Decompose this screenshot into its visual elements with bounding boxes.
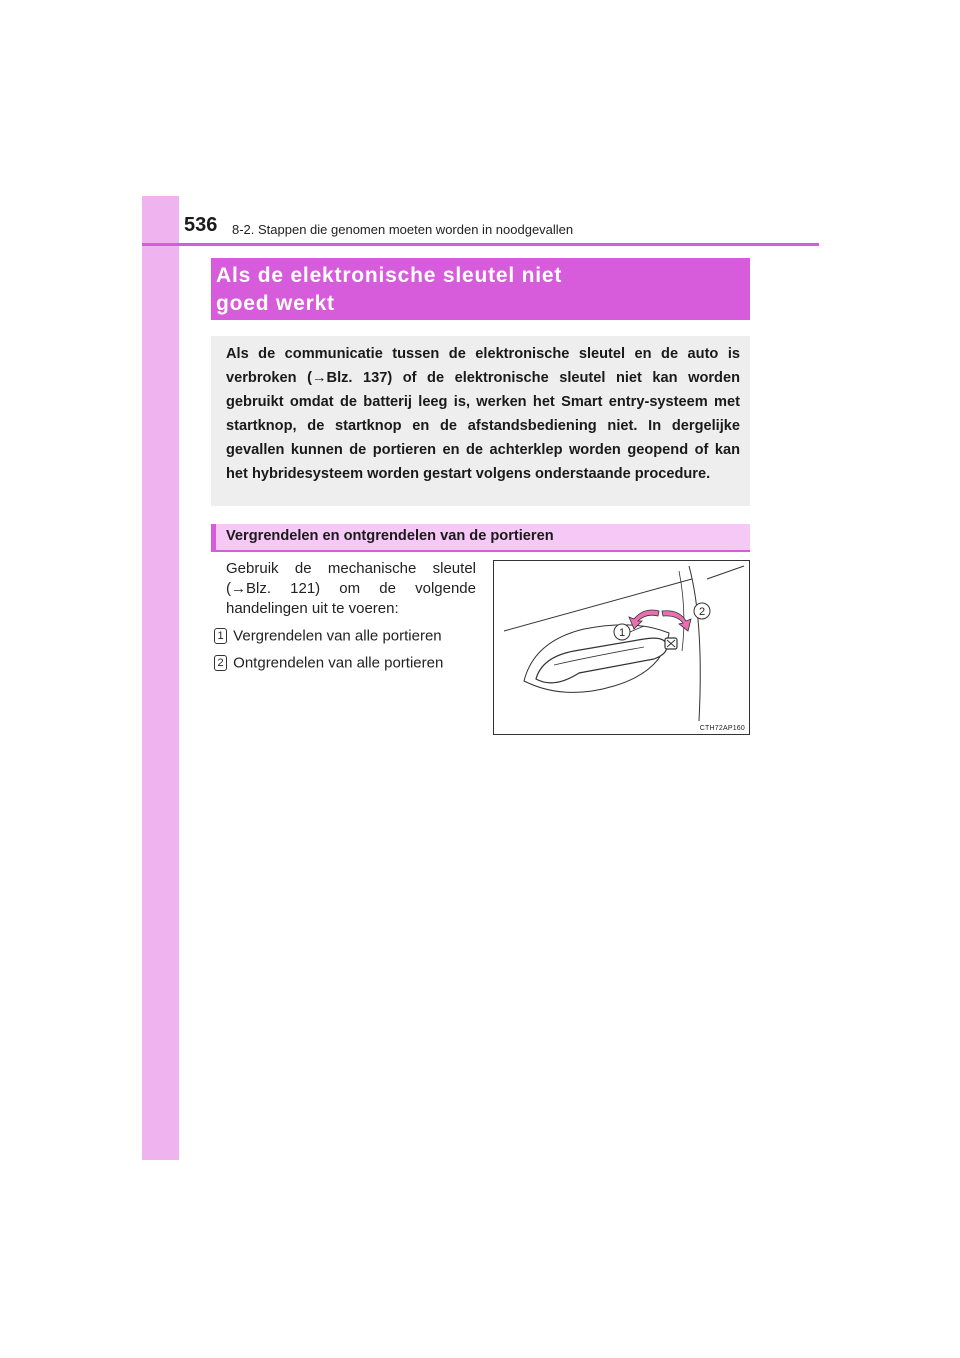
header-rule (142, 243, 819, 246)
intro-box (211, 336, 750, 506)
side-tab-strip (142, 196, 179, 1160)
step-label: Ontgrendelen van alle portieren (233, 654, 444, 672)
running-head: 8-2. Stappen die genomen moeten worden in noodgevallen (232, 222, 574, 237)
step-item-2 (214, 654, 494, 676)
step-number-badge: 1 (214, 628, 227, 644)
figure-code: CTH72AP160 (699, 725, 745, 732)
door-handle-drawing (494, 561, 749, 734)
section-title-line-1: Als de elektronische sleutel niet (216, 264, 563, 287)
step-item-1 (214, 627, 494, 649)
section-title-line-2: goed werkt (216, 292, 335, 315)
step-label: Vergrendelen van alle portieren (233, 627, 442, 645)
step-number-badge: 2 (214, 655, 227, 671)
section-title (211, 258, 750, 320)
page-number: 536 (184, 214, 218, 236)
unlock-arrow-icon (662, 611, 691, 631)
door-handle-illustration (493, 560, 750, 735)
body-text: Gebruik de mechanische sleutel (→Blz. 121) om de volgende handelingen uit te voeren: (226, 560, 476, 617)
callout-2: 2 (698, 606, 706, 618)
subsection-title: Vergrendelen en ontgrendelen van de portieren (211, 524, 750, 552)
intro-text: Als de communicatie tussen de elektronische sleutel en de auto is verbroken (→Blz. 137) of de elektronische sleutel niet kan worden gebruikt omdat de batterij leeg is, werken het Smart entry-systeem met startknop, de startknop en de afstandsbediening niet. In dergelijke gevallen kunnen de portieren en de achterklep worden geopend of kan het hybridesysteem worden gestart volgens onderstaande procedure. (226, 346, 740, 482)
callout-1: 1 (618, 627, 626, 639)
